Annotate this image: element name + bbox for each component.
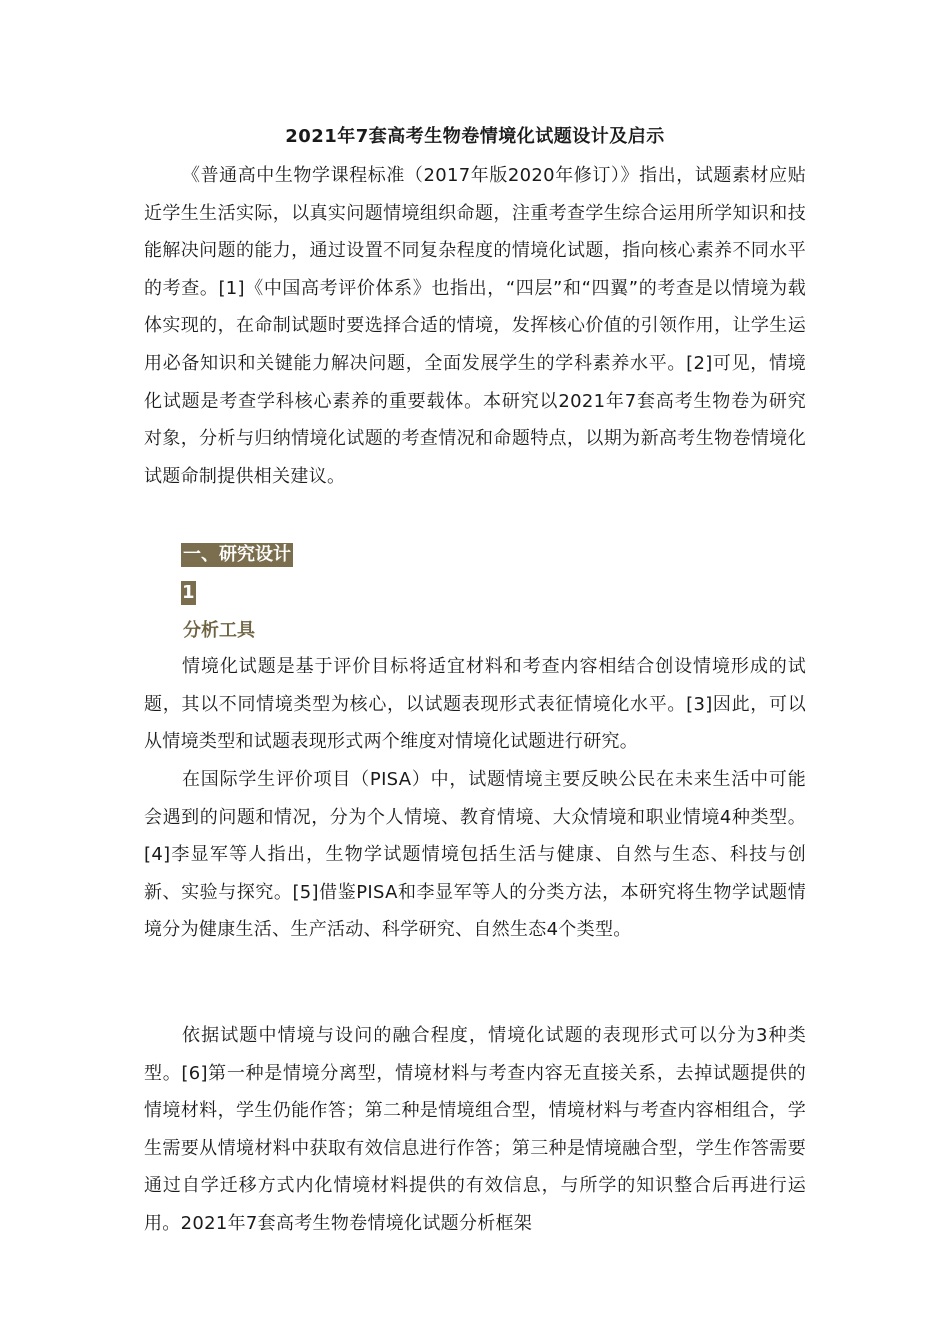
paragraph-analysis-tool: 情境化试题是基于评价目标将适宜材料和考查内容相结合创设情境形成的试题，其以不同情境类型为核心，以试题表现形式表征情境化水平。[3]因此，可以从情境类型和试题表现形式两个维度对情境化试题进行研究。 <box>144 656 806 753</box>
section-number: 1 <box>182 582 195 603</box>
document-title: 2021年7套高考生物卷情境化试题设计及启示 <box>285 126 665 147</box>
subsection-heading: 分析工具 <box>183 620 255 641</box>
section-heading: 一、研究设计 <box>183 544 291 565</box>
paragraph-forms: 依据试题中情境与设问的融合程度，情境化试题的表现形式可以分为3种类型。[6]第一种是情境分离型，情境材料与考查内容无直接关系，去掉试题提供的情境材料，学生仍能作答；第二种是情境组合型，情境材料与考查内容相组合，学生需要从情境材料中获取有效信息进行作答；第三种是情境融合型，学生作答需要通过自学迁移方式内化情境材料提供的有效信息，与所学的知识整合后再进行运用。2021年7套高考生物卷情境化试题分析框架 <box>144 1025 806 1234</box>
paragraph-pisa: 在国际学生评价项目（PISA）中，试题情境主要反映公民在未来生活中可能会遇到的问题和情况，分为个人情境、教育情境、大众情境和职业情境4种类型。[4]李显军等人指出，生物学试题情境包括生活与健康、自然与生态、科技与创新、实验与探究。[5]借鉴PISA和李显军等人的分类方法，本研究将生物学试题情境分为健康生活、生产活动、科学研究、自然生态4个类型。 <box>144 769 806 941</box>
paragraph-intro: 《普通高中生物学课程标准（2017年版2020年修订）》指出，试题素材应贴近学生生活实际，以真实问题情境组织命题，注重考查学生综合运用所学知识和技能解决问题的能力，通过设置不同复杂程度的情境化试题，指向核心素养不同水平的考查。[1]《中国高考评价体系》也指出，“四层”和“四翼”的考查是以情境为载体实现的，在命制试题时要选择合适的情境，发挥核心价值的引领作用，让学生运用必备知识和关键能力解决问题，全面发展学生的学科素养水平。[2]可见，情境化试题是考查学科核心素养的重要载体。本研究以2021年7套高考生物卷为研究对象，分析与归纳情境化试题的考查情况和命题特点，以期为新高考生物卷情境化试题命制提供相关建议。 <box>144 165 806 487</box>
